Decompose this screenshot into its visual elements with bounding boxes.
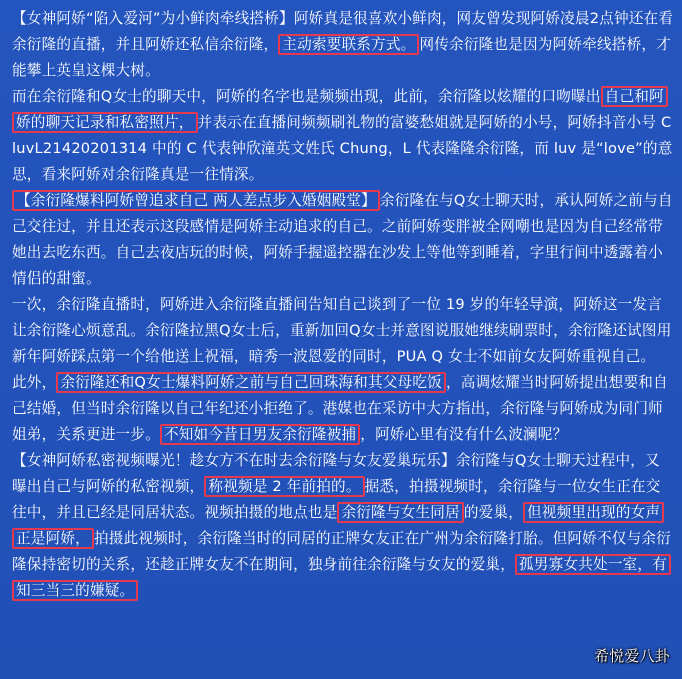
highlighted-phrase: 孤男寡女共处一室，有知三当三的嫌疑。 (12, 554, 671, 601)
text-run: 一次，余衍隆直播时，阿娇进入余衍隆直播间告知自己谈到了一位 19 岁的年轻导演，阿娇这一发言让余衍隆心烦意乱。余衍隆拉黑Q女士后，重新加回Q女士并意图说服她继续刷票时，余衍隆还试图用新年阿娇踩点第一个给他送上祝福，暗秀一波恩爱的同时，PUA Q 女士不如前女友阿娇重视自己。 (12, 296, 672, 365)
text-run: 【女神阿娇私密视频曝光！趁女方不在时去余衍隆与女友爱巢玩乐】余衍隆与Q女士聊天过程中，又曝出自己与阿娇的私密视频， (12, 452, 660, 495)
watermark: 希悦爱八卦 (593, 647, 670, 665)
text-run: 并表示在直播间频频刷礼物的富婆愁姐就是阿娇的小号，阿娇抖音小号 CluvL21420201314 中的 C 代表钟欣潼英文姓氏 Chung，L 代表隆隆余衍隆，而 luv 是“love”的意思，看来阿娇对余衍隆真是一往情深。 (12, 114, 673, 183)
text-run: 阿娇真是很喜欢小鲜肉，网友曾发现阿娇凌晨2点钟还在看余衍隆的直播，并且阿娇还私信余衍隆， (12, 10, 674, 53)
paragraph-3 (12, 188, 674, 292)
text-run: 而在余衍隆和Q女士的聊天中，阿娇的名字也是频频出现，此前，余衍隆以炫耀的口吻曝出 (12, 88, 601, 105)
text-run: 余衍隆在与Q女士聊天时，承认阿娇之前与自己交往过，并且还表示这段感情是阿娇主动追求的自己。之前阿娇变胖被全网嘲也是因为自己经常带她出去吃东西。自己去夜店玩的时候，阿娇手握遥控器在沙发上等他等到睡着，字里行间中透露着小情侣的甜蜜。 (12, 192, 673, 287)
text-run: ，阿娇心里有没有什么波澜呢？ (360, 426, 568, 443)
text-run: 【女神阿娇“陷入爱河”为小鲜肉牵线搭桥】 (12, 10, 294, 27)
paragraph-2 (12, 84, 674, 188)
text-run: 的爱巢， (463, 504, 524, 521)
paragraph-6 (12, 448, 674, 604)
text-run: 此外， (12, 374, 57, 391)
highlighted-phrase: 余衍隆还和Q女士爆料阿娇之前与自己回珠海和其父母吃饭 (56, 372, 446, 393)
highlighted-phrase: 不知如今昔日男友余衍隆被捕 (160, 424, 360, 445)
paragraph-5 (12, 370, 674, 448)
highlighted-phrase: 余衍隆与女生同居 (337, 502, 463, 523)
text-run: 据悉，拍摄视频时，余衍隆与一位女生正在交往中，并且已经是同居状态。视频拍摄的地点也是 (12, 478, 661, 521)
highlighted-phrase: 【余衍隆爆料阿娇曾追求自己 两人差点步入婚姻殿堂】 (12, 190, 380, 211)
highlighted-phrase: 主动索要联系方式。 (278, 34, 419, 55)
text-run: 拍摄此视频时，余衍隆当时的同居的正牌女友正在广州为余衍隆打胎。但阿娇不仅与余衍隆保持密切的关系，还趁正牌女友不在期间，独身前往余衍隆与女友的爱巢， (12, 530, 671, 573)
paragraph-1 (12, 6, 674, 84)
text-run: 网传余衍隆也是因为阿娇牵线搭桥，才能攀上英皇这棵大树。 (12, 36, 671, 79)
highlighted-phrase: 但视频里出现的女声正是阿娇， (12, 502, 664, 549)
highlighted-phrase: 称视频是 2 年前拍的。 (204, 476, 364, 497)
highlighted-phrase: 自己和阿娇的聊天记录和私密照片， (12, 86, 668, 133)
text-run: ，高调炫耀当时阿娇提出想要和自己结婚，但当时余衍隆以自己年纪还小拒绝了。港媒也在采访中大方指出，余衍隆与阿娇成为同门师姐弟，关系更进一步。 (12, 374, 668, 443)
paragraph-4 (12, 292, 674, 370)
